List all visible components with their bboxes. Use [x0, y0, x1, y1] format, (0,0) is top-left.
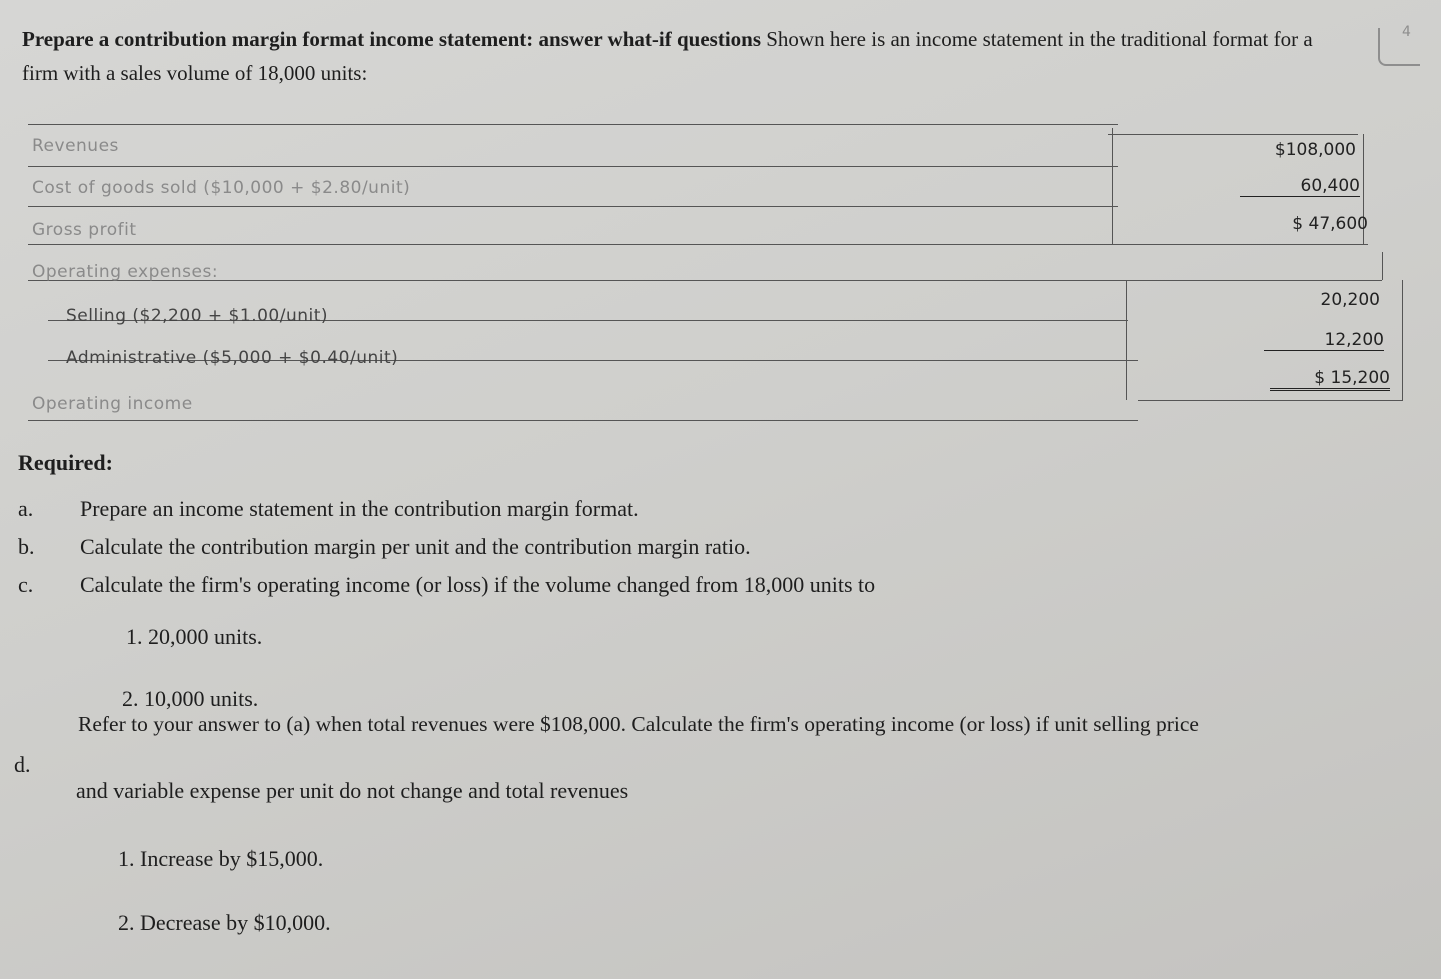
operating-income-label: Operating income — [32, 394, 193, 414]
cogs-label: Cost of goods sold ($10,000 + $2.80/unit) — [32, 178, 411, 198]
rule — [28, 280, 1382, 281]
question-c-text: Calculate the firm's operating income (or loss) if the volume changed from 18,000 units to — [80, 572, 876, 597]
problem-intro — [22, 22, 1322, 90]
question-d-line-1: Refer to your answer to (a) when total revenues were $108,000. Calculate the firm's operating income (or loss) if unit selling price — [78, 712, 1199, 736]
revenues-label: Revenues — [32, 136, 119, 156]
question-d-letter: d. — [14, 752, 31, 777]
operating-income-amount: $ 15,200 — [1270, 368, 1390, 391]
required-heading: Required: — [18, 450, 113, 475]
rule — [28, 124, 1118, 125]
gross-profit-amount: $ 47,600 — [1292, 214, 1368, 234]
rule — [1108, 134, 1358, 135]
corner-mark-text: 4 — [1402, 24, 1411, 40]
question-c-item-2: 2. 10,000 units. — [122, 686, 259, 711]
operating-expenses-heading: Operating expenses: — [32, 262, 219, 282]
column-divider — [1402, 280, 1403, 400]
rule — [28, 244, 1368, 245]
selling-label: Selling ($2,200 + $1.00/unit) — [66, 306, 329, 326]
question-b-letter: b. — [18, 534, 35, 559]
problem-description: Shown here is an income statement in the traditional format for a firm with a sales volume of 18,000 units: — [22, 27, 1313, 85]
question-a-letter: a. — [18, 496, 34, 521]
column-divider — [1112, 128, 1113, 244]
rule — [1138, 400, 1403, 401]
question-d-line-2: and variable expense per unit do not change and total revenues — [76, 778, 629, 803]
question-d-item-2: 2. Decrease by $10,000. — [118, 910, 331, 935]
gross-profit-label: Gross profit — [32, 220, 137, 240]
question-d-item-1: 1. Increase by $15,000. — [118, 846, 324, 871]
question-c-letter: c. — [18, 572, 34, 597]
rule — [28, 206, 1118, 207]
income-statement — [28, 124, 1403, 424]
question-a-text: Prepare an income statement in the contribution margin format. — [80, 496, 639, 521]
column-divider — [1126, 280, 1127, 400]
question-c-item-1: 1. 20,000 units. — [126, 624, 263, 649]
administrative-label: Administrative ($5,000 + $0.40/unit) — [66, 348, 399, 368]
problem-title: Prepare a contribution margin format income statement: answer what-if questions — [22, 27, 761, 51]
administrative-amount: 12,200 — [1264, 330, 1384, 351]
selling-amount: 20,200 — [1320, 290, 1380, 310]
rule — [28, 420, 1138, 421]
rule — [28, 166, 1118, 167]
revenues-amount: $108,000 — [1274, 140, 1356, 160]
page-corner-mark — [1378, 24, 1420, 66]
column-divider — [1382, 252, 1383, 280]
cogs-amount: 60,400 — [1240, 176, 1360, 197]
question-b-text: Calculate the contribution margin per unit and the contribution margin ratio. — [80, 534, 751, 559]
